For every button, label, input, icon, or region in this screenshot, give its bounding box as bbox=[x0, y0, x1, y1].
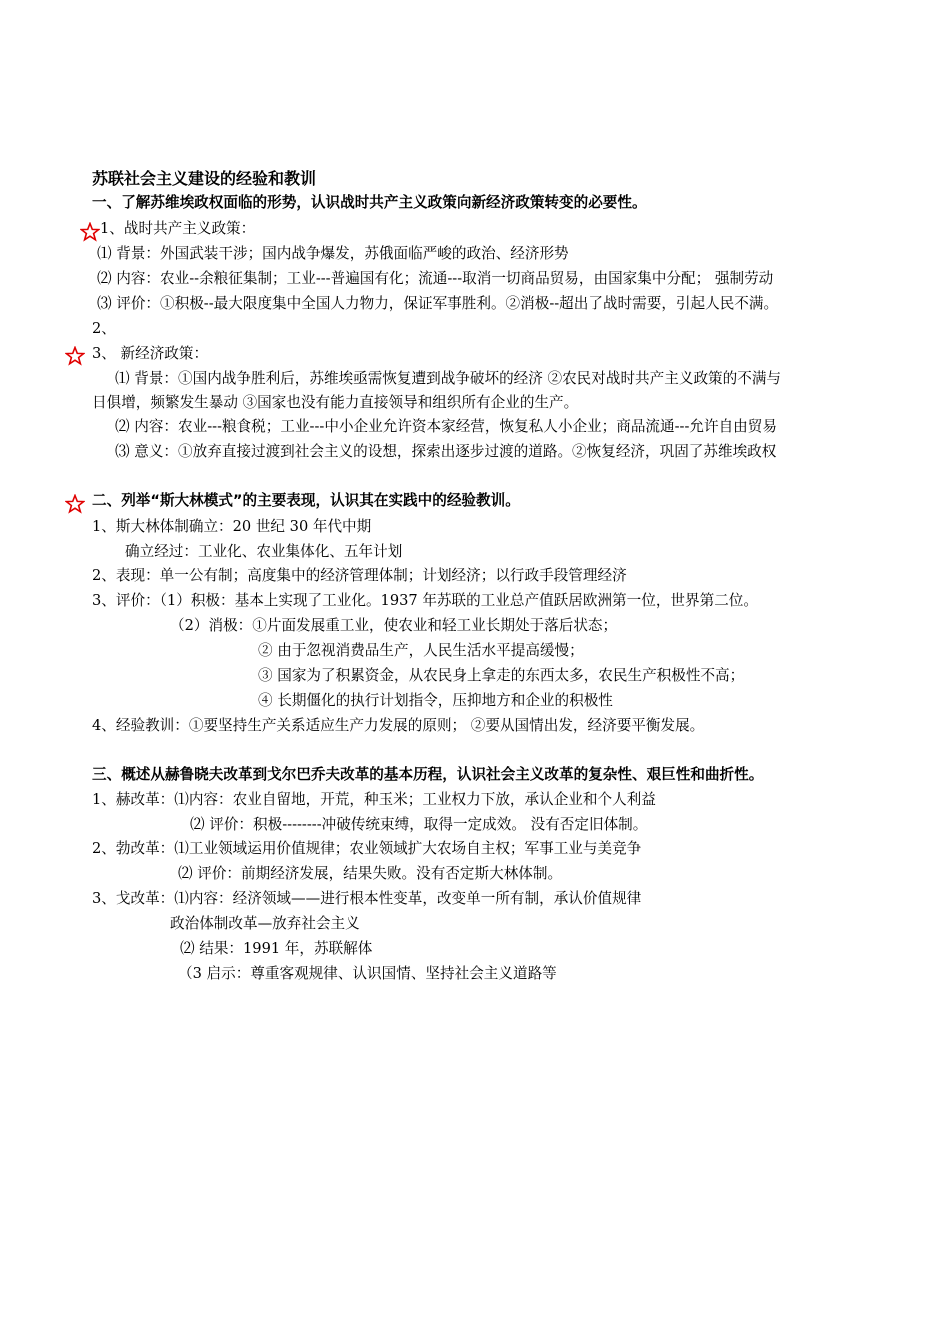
s1-item-1-background: ⑴ 背景：外国武装干涉；国内战争爆发，苏俄面临严峻的政治、经济形势 bbox=[97, 245, 569, 262]
s3-item-3-result: ⑵ 结果：1991 年，苏联解体 bbox=[180, 940, 373, 957]
s2-item-3-negative-2: ② 由于忽视消费品生产，人民生活水平提高缓慢； bbox=[258, 642, 584, 659]
s3-item-2-evaluation: ⑵ 评价：前期经济发展，结果失败。没有否定斯大林体制。 bbox=[178, 865, 563, 882]
star-icon bbox=[65, 346, 85, 366]
s3-item-1-evaluation: ⑵ 评价：积极--------冲破传统束缚，取得一定成效。 没有否定旧体制。 bbox=[190, 816, 648, 833]
s1-item-1: 1、战时共产主义政策： bbox=[100, 220, 256, 237]
section-3-heading: 三、概述从赫鲁晓夫改革到戈尔巴乔夫改革的基本历程，认识社会主义改革的复杂性、艰巨性和曲折性。 bbox=[92, 766, 764, 783]
s2-item-3-negative-3: ③ 国家为了积累资金，从农民身上拿走的东西太多，农民生产积极性不高； bbox=[258, 667, 745, 684]
section-1-heading: 一、了解苏维埃政权面临的形势，认识战时共产主义政策向新经济政策转变的必要性。 bbox=[92, 194, 647, 211]
s3-item-1: 1、赫改革：⑴内容：农业自留地，开荒，种玉米；工业权力下放，承认企业和个人利益 bbox=[92, 791, 656, 808]
s1-item-3-background-cont: 日俱增，频繁发生暴动 ③国家也没有能力直接领导和组织所有企业的生产。 bbox=[92, 394, 579, 411]
s2-item-3-negative: （2）消极：①片面发展重工业，使农业和轻工业长期处于落后状态； bbox=[170, 617, 618, 634]
s1-item-3-content: ⑵ 内容：农业---粮食税；工业---中小企业允许资本家经营，恢复私人小企业；商品流通---允许自由贸易 bbox=[115, 418, 777, 435]
s3-item-3-political: 政治体制改革—放弃社会主义 bbox=[170, 915, 360, 932]
page-title: 苏联社会主义建设的经验和教训 bbox=[92, 169, 317, 188]
s3-item-2: 2、勃改革：⑴工业领域运用价值规律；农业领域扩大农场自主权；军事工业与美竞争 bbox=[92, 840, 642, 857]
s1-item-1-content: ⑵ 内容：农业--余粮征集制；工业---普遍国有化；流通---取消一切商品贸易，由国家集中分配； 强制劳动 bbox=[97, 270, 774, 287]
s1-item-3-significance: ⑶ 意义：①放弃直接过渡到社会主义的设想，探索出逐步过渡的道路。②恢复经济，巩固了苏维埃政权 bbox=[115, 443, 777, 460]
s2-item-1-process: 确立经过：工业化、农业集体化、五年计划 bbox=[125, 543, 403, 560]
s2-item-2: 2、表现：单一公有制；高度集中的经济管理体制；计划经济；以行政手段管理经济 bbox=[92, 567, 627, 584]
s3-item-3-lesson: （3 启示：尊重客观规律、认识国情、坚持社会主义道路等 bbox=[178, 965, 557, 982]
s2-item-4: 4、经验教训：①要坚持生产关系适应生产力发展的原则； ②要从国情出发，经济要平衡发展。 bbox=[92, 717, 705, 734]
s2-item-3: 3、评价：（1）积极：基本上实现了工业化。1937 年苏联的工业总产值跃居欧洲第一位，世界第二位。 bbox=[92, 592, 758, 609]
s1-item-2: 2、 bbox=[92, 320, 116, 337]
s1-item-1-evaluation: ⑶ 评价：①积极--最大限度集中全国人力物力，保证军事胜利。②消极--超出了战时需要，引起人民不满。 bbox=[97, 295, 779, 312]
star-icon bbox=[65, 494, 85, 514]
s3-item-3: 3、戈改革：⑴内容：经济领域——进行根本性变革，改变单一所有制，承认价值规律 bbox=[92, 890, 642, 907]
s1-item-3: 3、 新经济政策： bbox=[92, 345, 209, 362]
s2-item-1: 1、斯大林体制确立：20 世纪 30 年代中期 bbox=[92, 518, 372, 535]
section-2-heading: 二、列举“斯大林模式”的主要表现，认识其在实践中的经验教训。 bbox=[92, 492, 520, 509]
s1-item-3-background: ⑴ 背景：①国内战争胜利后，苏维埃亟需恢复遭到战争破坏的经济 ②农民对战时共产主义政策的不满与 bbox=[115, 370, 782, 387]
star-icon bbox=[80, 222, 100, 242]
s2-item-3-negative-4: ④ 长期僵化的执行计划指令，压抑地方和企业的积极性 bbox=[258, 692, 613, 709]
